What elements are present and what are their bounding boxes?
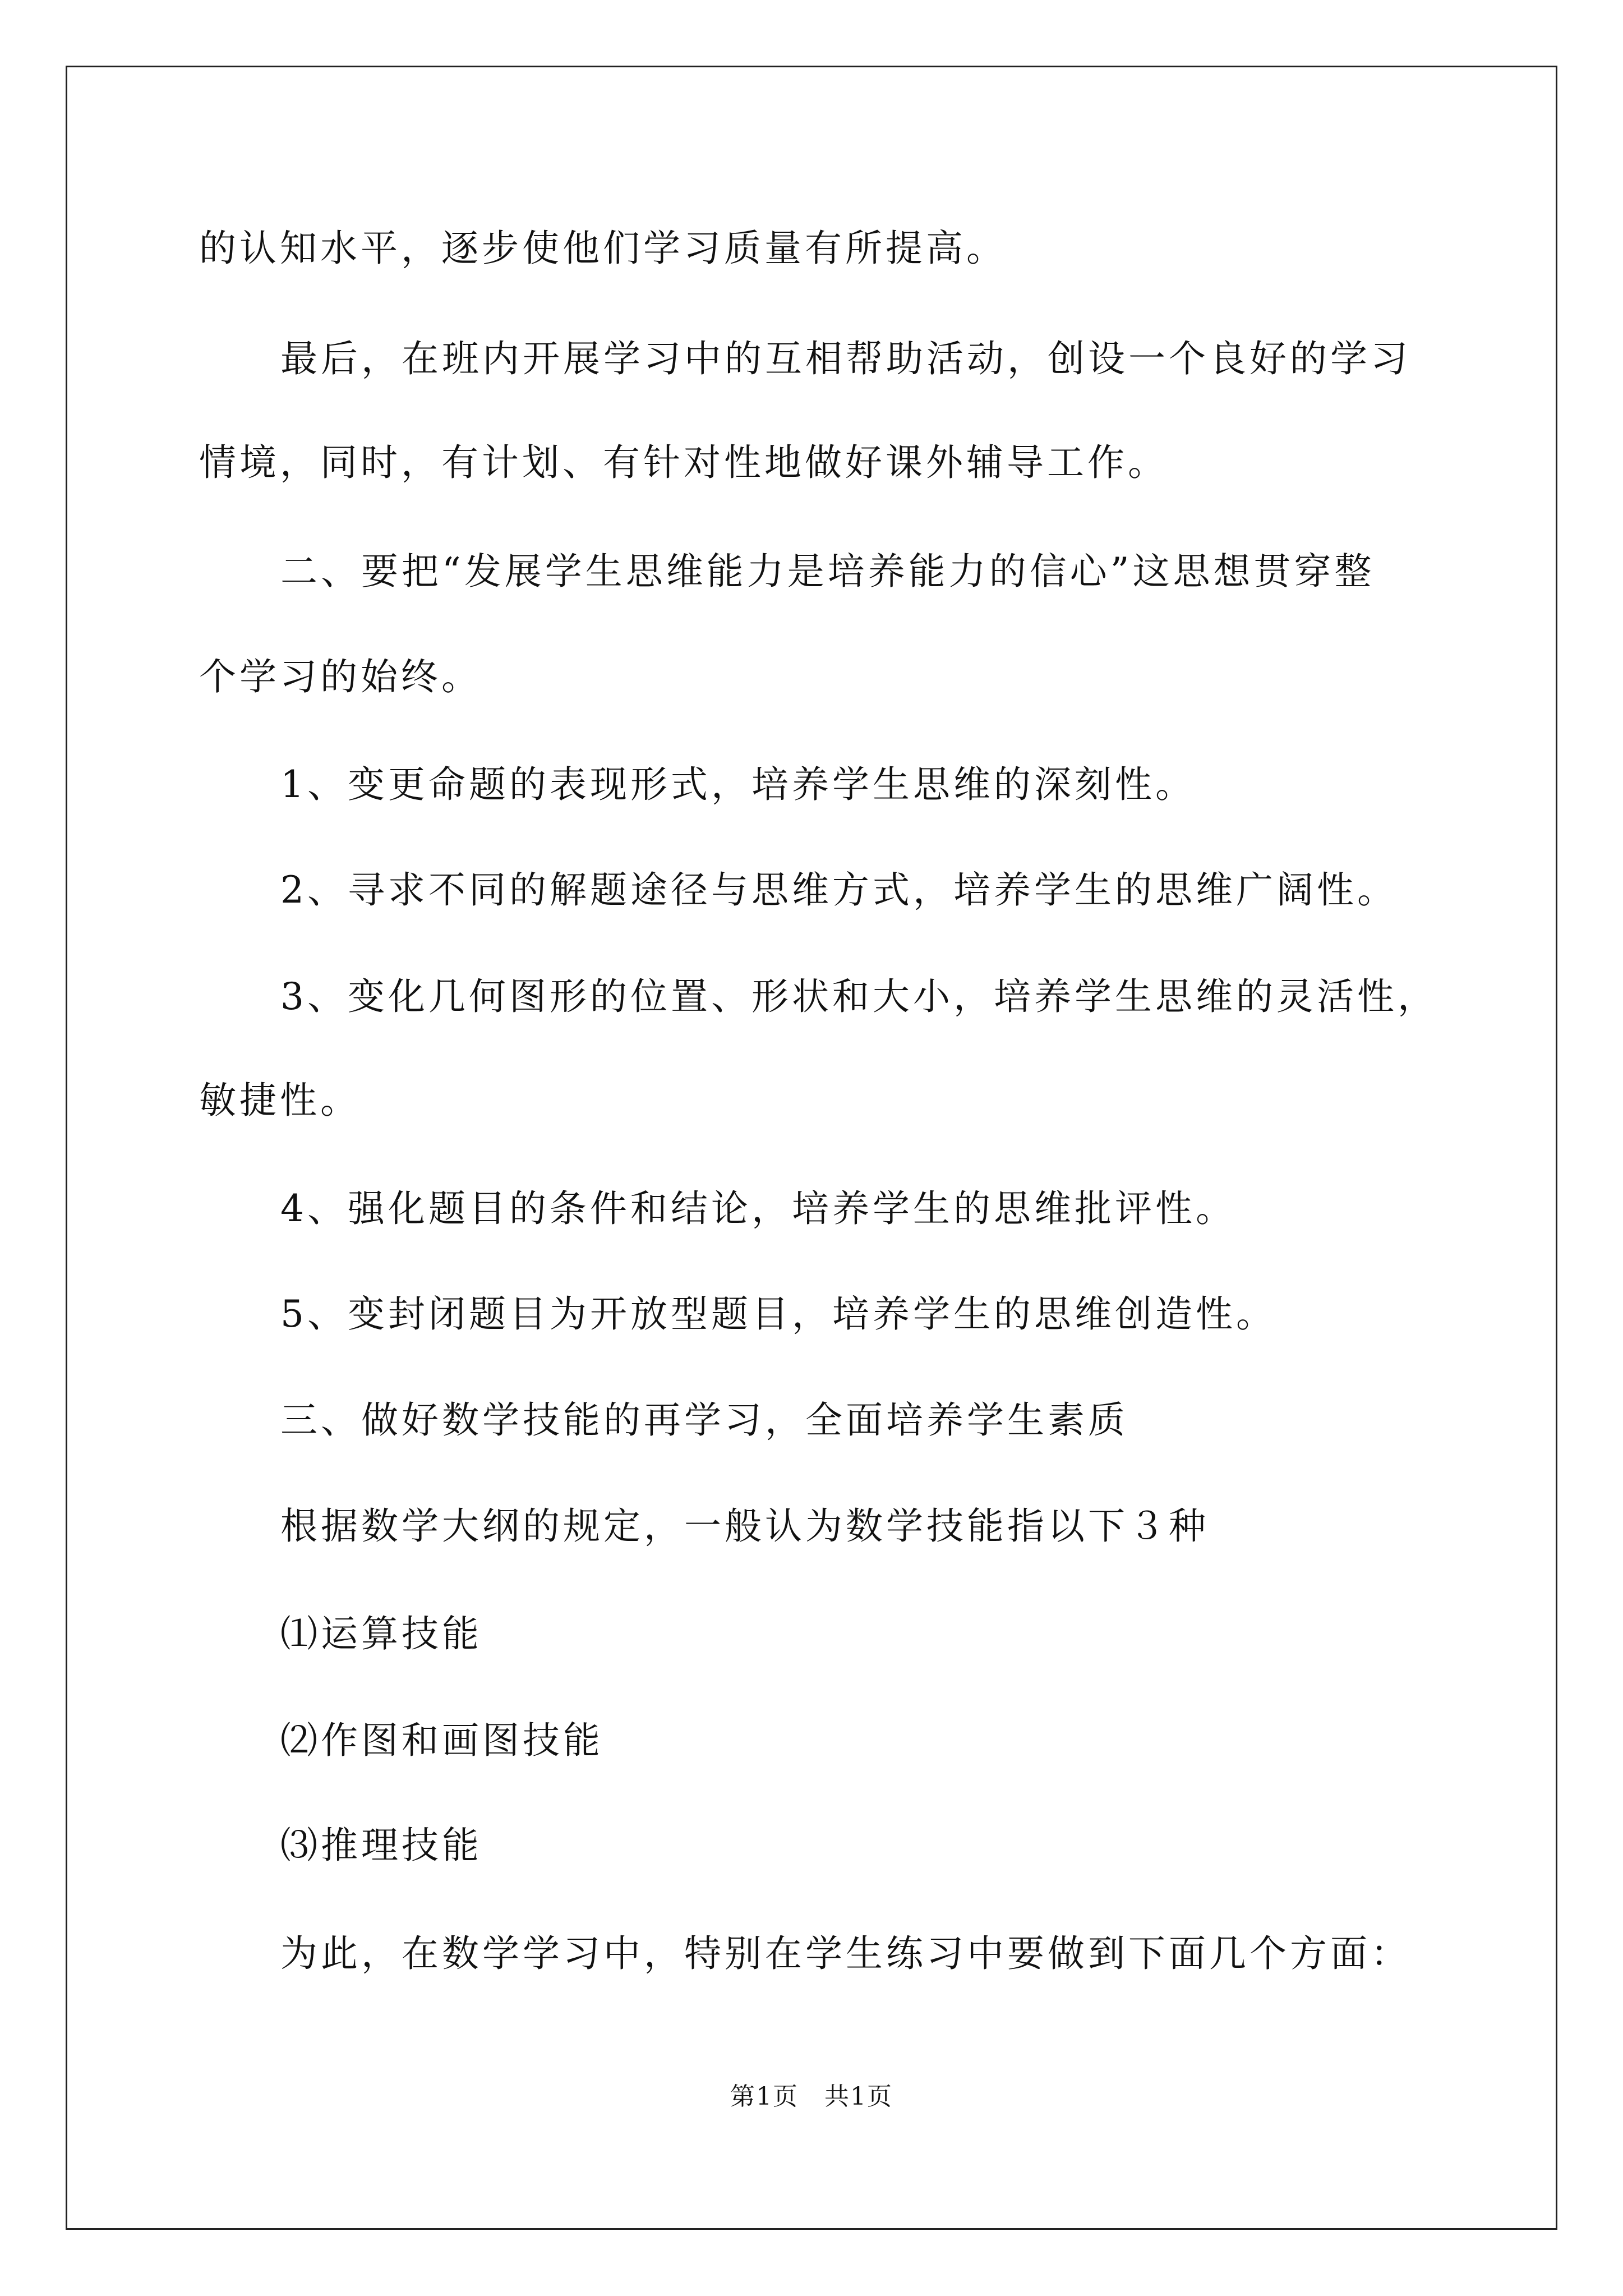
list-item: ⑵作图和画图技能 (280, 1719, 603, 1762)
paragraph-line: 为此，在数学学习中，特别在学生练习中要做到下面几个方面： (280, 1932, 1411, 1975)
list-item: 2、寻求不同的解题途径与思维方式，培养学生的思维广阔性。 (280, 868, 1398, 912)
section-heading: 三、做好数学技能的再学习，全面培养学生素质 (280, 1398, 1128, 1442)
page-footer: 第1页 共1页 (730, 2082, 893, 2111)
paragraph-line: 敏捷性。 (199, 1079, 361, 1122)
list-item: 4、强化题目的条件和结论，培养学生的思维批评性。 (280, 1187, 1236, 1230)
paragraph-line: 的认知水平，逐步使他们学习质量有所提高。 (199, 227, 1007, 270)
paragraph-line: 最后，在班内开展学习中的互相帮助活动，创设一个良好的学习 (280, 337, 1411, 380)
list-item: 3、变化几何图形的位置、形状和大小，培养学生思维的灵活性， (280, 975, 1438, 1018)
paragraph-line: 个学习的始终。 (199, 655, 482, 698)
paragraph-line: 二、要把“发展学生思维能力是培养能力的信心”这思想贯穿整 (280, 550, 1375, 593)
list-item: 5、变封闭题目为开放型题目，培养学生的思维创造性。 (280, 1292, 1276, 1336)
list-item: ⑶推理技能 (280, 1824, 482, 1867)
document-body (199, 0, 1461, 2296)
paragraph-line: 根据数学大纲的规定，一般认为数学技能指以下３种 (280, 1504, 1209, 1548)
list-item: ⑴运算技能 (280, 1612, 482, 1655)
list-item: 1、变更命题的表现形式，培养学生思维的深刻性。 (280, 763, 1196, 806)
paragraph-line: 情境，同时，有计划、有针对性地做好课外辅导工作。 (199, 441, 1168, 484)
